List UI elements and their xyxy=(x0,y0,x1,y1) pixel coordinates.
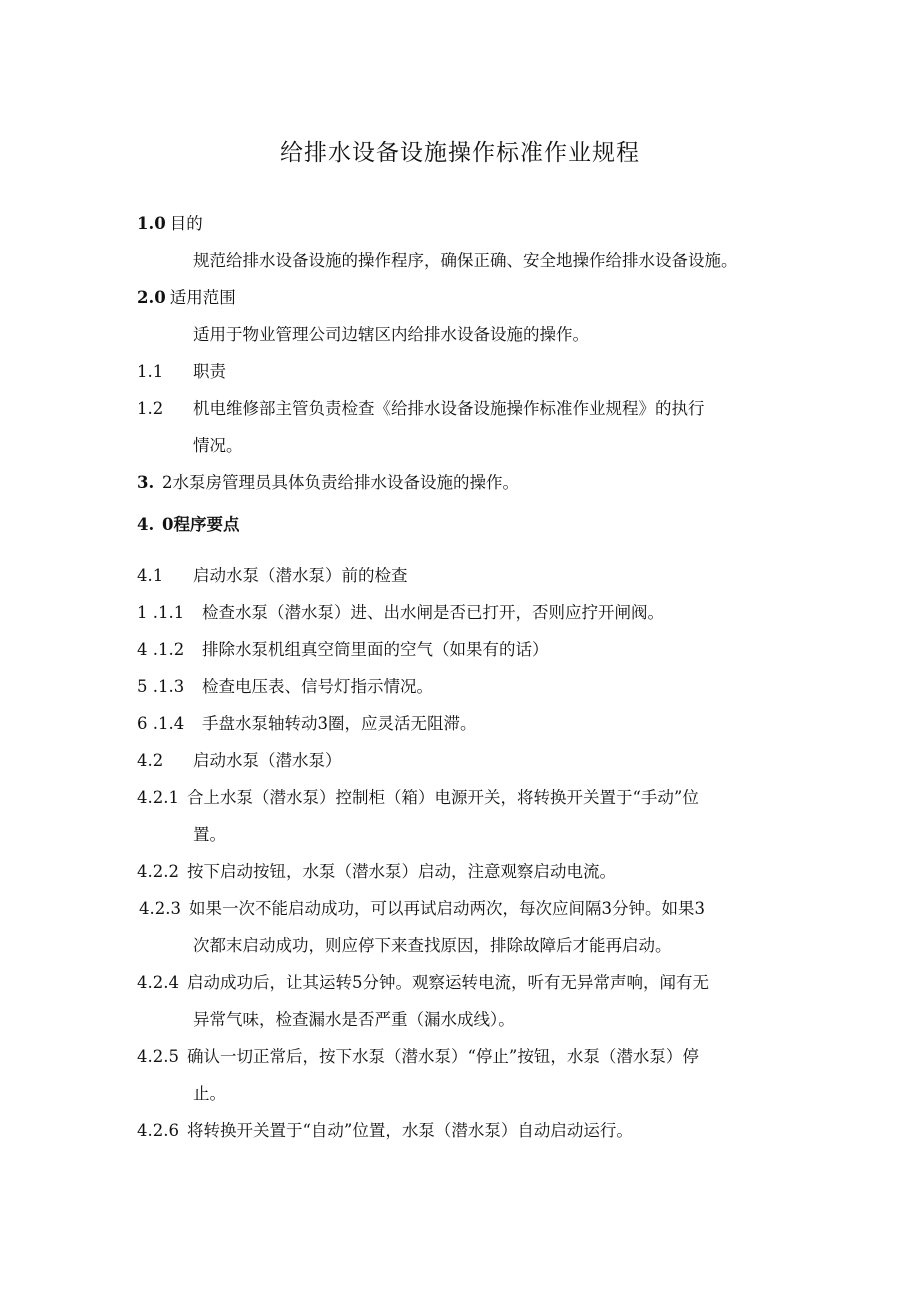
purpose-heading-line xyxy=(137,212,203,236)
item-text: 将转换开关置于“自动”位置，水泵（潜水泵）自动启动运行。 xyxy=(187,1121,633,1140)
duty-1-2-text: 机电维修部主管负责检查《给排水设备设施操作标准作业规程》的执行 xyxy=(193,399,705,418)
item-text: 手盘水泵轴转动3圈，应灵活无阻滞。 xyxy=(202,714,477,733)
item-number: 1 .1.1 xyxy=(137,603,185,622)
item-text: 启动成功后，让其运转5分钟。观察运转电流，听有无异常声响，闻有无 xyxy=(187,973,709,992)
duty-1-2-line xyxy=(137,397,705,421)
item-text: 合上水泵（潜水泵）控制柜（箱）电源开关，将转换开关置于“手动”位 xyxy=(187,788,699,807)
duty-1-1-line xyxy=(137,360,226,384)
list-item xyxy=(137,971,709,995)
item-number: 6 .1.4 xyxy=(137,714,185,733)
list-item xyxy=(137,638,549,662)
duty-1-1-text: 职责 xyxy=(193,362,226,381)
section-4-2-heading: 启动水泵（潜水泵） xyxy=(193,751,342,770)
item-text: 排除水泵机组真空筒里面的空气（如果有的话） xyxy=(202,640,549,659)
list-item xyxy=(137,675,433,699)
item-continuation: 次都末启动成功，则应停下来查找原因，排除故障后才能再启动。 xyxy=(193,936,672,955)
document-title: 给排水设备设施操作标准作业规程 xyxy=(280,140,640,166)
purpose-text: 规范给排水设备设施的操作程序，确保正确、安全地操作给排水设备设施。 xyxy=(193,251,738,270)
item-number: 5 .1.3 xyxy=(137,677,185,696)
item-3-2-line xyxy=(137,471,519,495)
item-number: 4 .1.2 xyxy=(137,640,185,659)
procedure-heading-line xyxy=(137,513,239,537)
item-text: 检查水泵（潜水泵）进、出水闸是否已打开，否则应拧开闸阀。 xyxy=(202,603,664,622)
purpose-heading: 目的 xyxy=(169,214,203,233)
duty-1-2-number: 1.2 xyxy=(137,399,164,418)
scope-number: 2.0 xyxy=(137,288,166,307)
scope-text: 适用于物业管理公司边辖区内给排水设备设施的操作。 xyxy=(193,325,589,344)
item-3-2-text: 2水泵房管理员具体负责给排水设备设施的操作。 xyxy=(162,473,519,492)
duty-1-2-continuation: 情况。 xyxy=(193,436,243,455)
item-continuation: 止。 xyxy=(193,1084,226,1103)
item-number: 4.2.5 xyxy=(137,1047,179,1066)
list-item xyxy=(137,860,616,884)
item-number: 4.2.1 xyxy=(137,788,179,807)
scope-heading: 适用范围 xyxy=(169,288,236,307)
procedure-number: 4. xyxy=(137,515,155,534)
item-number: 4.2.4 xyxy=(137,973,179,992)
duty-1-1-number: 1.1 xyxy=(137,362,164,381)
item-text: 如果一次不能启动成功，可以再试启动两次，每次应间隔3分钟。如果3 xyxy=(189,899,705,918)
item-text: 检查电压表、信号灯指示情况。 xyxy=(202,677,433,696)
item-number: 4.2.6 xyxy=(137,1121,179,1140)
section-4-2-number: 4.2 xyxy=(137,751,164,770)
section-4-1-heading: 启动水泵（潜水泵）前的检查 xyxy=(193,566,408,585)
list-item xyxy=(137,786,699,810)
procedure-heading: 0程序要点 xyxy=(162,515,240,534)
scope-heading-line xyxy=(137,286,236,310)
item-number: 4.2.2 xyxy=(137,862,179,881)
item-text: 按下启动按钮，水泵（潜水泵）启动，注意观察启动电流。 xyxy=(187,862,616,881)
item-number: 4.2.3 xyxy=(139,899,181,918)
item-continuation: 异常气味，检查漏水是否严重（漏水成线）。 xyxy=(193,1010,515,1029)
section-4-2-line xyxy=(137,749,342,773)
item-text: 确认一切正常后，按下水泵（潜水泵）“停止”按钮，水泵（潜水泵）停 xyxy=(187,1047,699,1066)
list-item xyxy=(139,897,705,921)
list-item xyxy=(137,601,664,625)
section-4-1-number: 4.1 xyxy=(137,566,164,585)
list-item xyxy=(137,1045,699,1069)
item-continuation: 置。 xyxy=(193,825,226,844)
list-item xyxy=(137,712,477,736)
section-4-1-line xyxy=(137,564,408,588)
list-item xyxy=(137,1119,633,1143)
purpose-number: 1.0 xyxy=(137,214,166,233)
item-3-2-number: 3. xyxy=(137,473,155,492)
